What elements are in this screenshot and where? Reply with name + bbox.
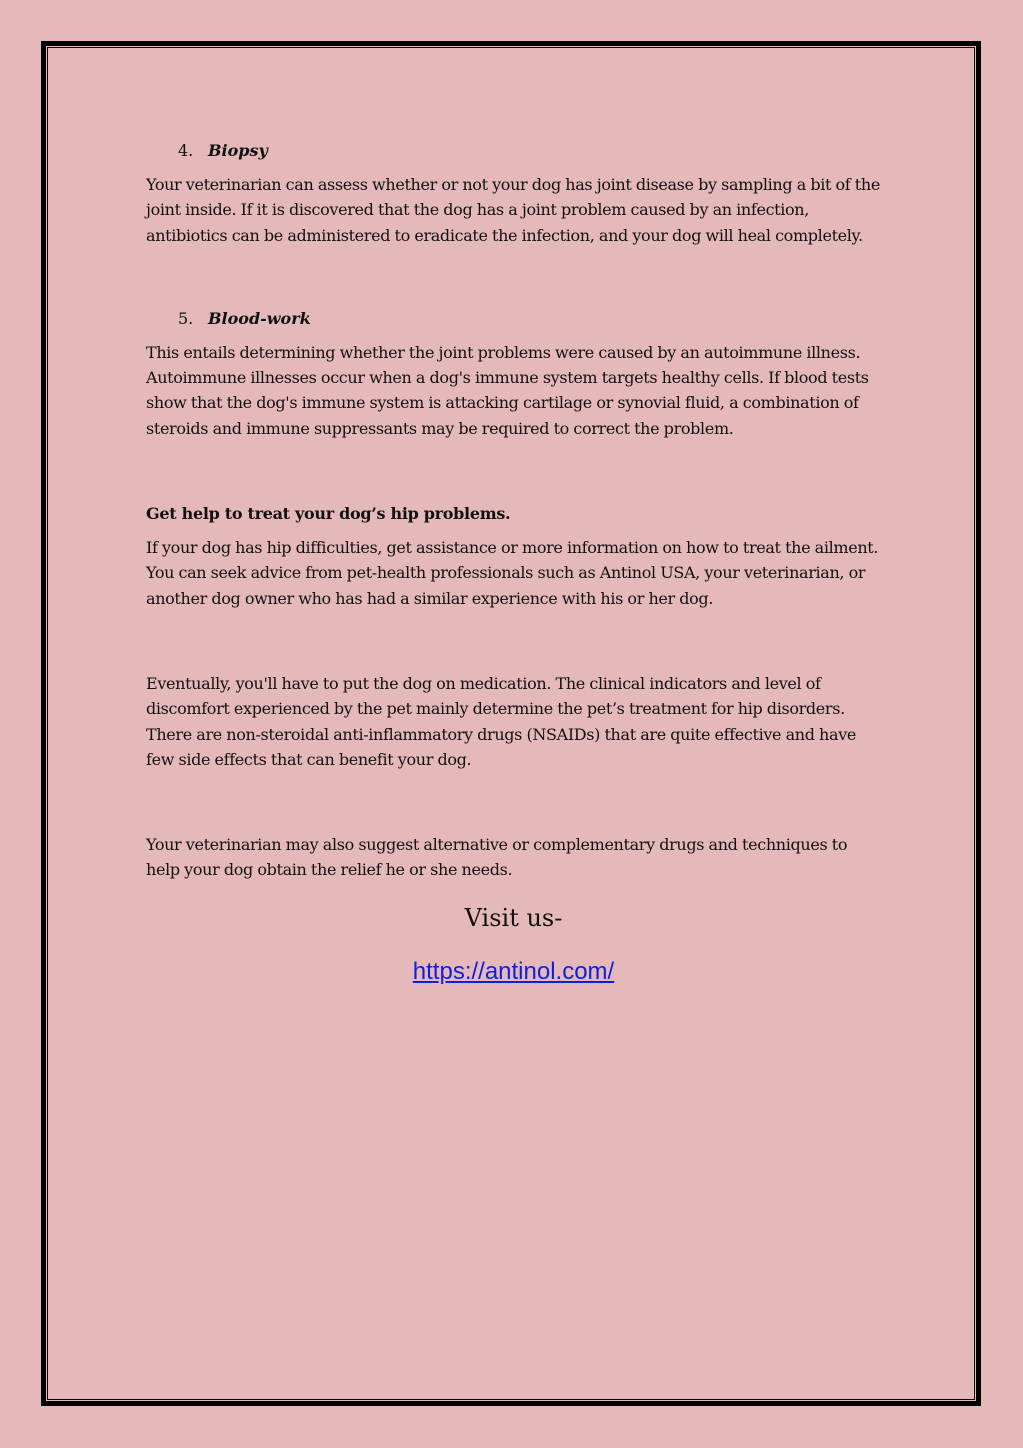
section-heading-blood-work: [146, 306, 881, 332]
section-heading-biopsy: [146, 138, 881, 164]
medication-paragraph: Eventually, you'll have to put the dog on medication. The clinical indicators and level of discomfort experienced by the pet mainly determine the pet’s treatment for hip disorders. There are non-steroidal anti-inflammatory drugs (NSAIDs) that are quite effective and have few side effects that can benefit your dog.: [146, 673, 857, 769]
section-title: Blood-work: [208, 308, 311, 328]
section-number: 4.: [178, 141, 194, 160]
section-body-biopsy: Your veterinarian can assess whether or not your dog has joint disease by sampling a bit of the joint inside. If it is discovered that the dog has a joint problem caused by an infection, antibiotics can be administered to eradicate the infection, and your dog will heal completely.: [146, 175, 880, 245]
visit-us-label: Visit us-: [464, 903, 563, 932]
document-content: [146, 138, 881, 987]
website-link[interactable]: https://antinol.com/: [412, 957, 615, 985]
section-number: 5.: [178, 308, 194, 328]
alternatives-paragraph: Your veterinarian may also suggest alternative or complementary drugs and techniques to help your dog obtain the relief he or she needs.: [146, 835, 848, 880]
section-body-blood-work: This entails determining whether the joint problems were caused by an autoimmune illness. Autoimmune illnesses occur when a dog's immune system targets healthy cells. If blood tests show that the dog's immune system is attacking cartilage or synovial fluid, a combination of steroids and immune suppressants may be required to correct the problem.: [146, 342, 869, 438]
help-paragraph: If your dog has hip difficulties, get assistance or more information on how to treat the ailment. You can seek advice from pet-health professionals such as Antinol USA, your veterinarian, or another dog owner who has had a similar experience with his or her dog.: [146, 538, 879, 608]
section-title: Biopsy: [208, 141, 268, 160]
help-heading: Get help to treat your dog’s hip problems.: [146, 504, 511, 524]
